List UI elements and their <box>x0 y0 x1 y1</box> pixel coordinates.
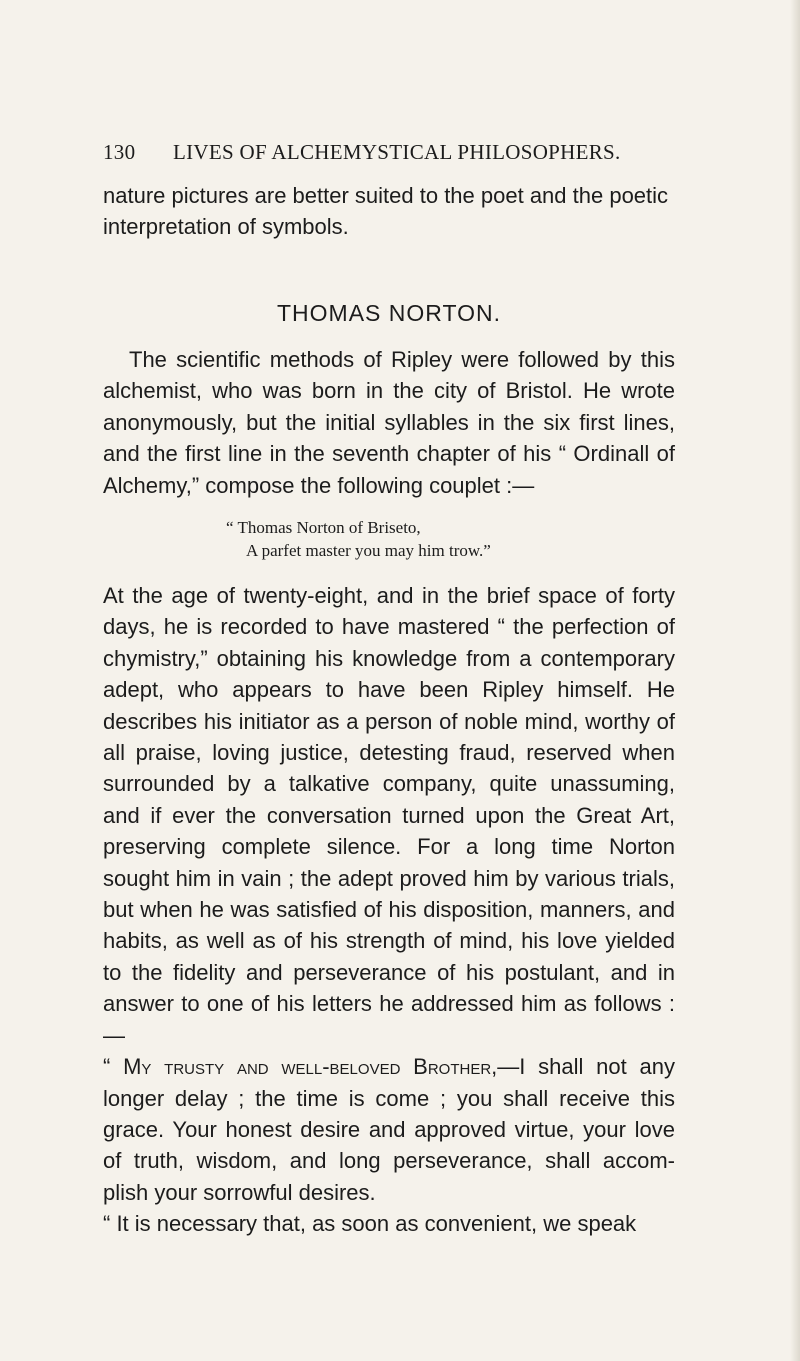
paragraph-3 <box>103 1051 675 1208</box>
opening-paragraph: nature pictures are better suited to the poet and the poetic interpretation of symbols. <box>103 183 669 240</box>
paragraph-2: At the age of twenty-eight, and in the brief space of forty days, he is recorded to have mastered “ the perfection of chymistry,” obtaining his knowledge from a contemporary adept, who appears to have been Ripley himself. He describes his initiator as a person of noble mind, worthy of all praise, loving justice, detesting fraud, reserved when surrounded by a talkative company, quite unassuming, and if ever the conversation turned upon the Great Art, preserving complete silence. For a long time Norton sought him in vain ; the adept proved him by various trials, but when he was satisfied of his disposition, manners, and habits, as well as of his strength of mind, his love yielded to the fidelity and perseverance of his postulant, and in answer to one of his letters he addressed him as follows :— <box>103 583 675 1048</box>
paragraph-4: “ It is necessary that, as soon as convenient, we speak <box>103 1211 637 1237</box>
opening-paragraph-block <box>103 180 675 243</box>
paragraph-1-block <box>103 344 675 501</box>
section-title: THOMAS NORTON. <box>277 300 501 326</box>
letter-body: —I shall not any longer delay ; the time is come ; you shall receive this grace. Your honest desire and approved virtue, your love of truth, wisdom, and long perseverance, shall accom-plish your sorrowful desires. <box>103 1054 675 1205</box>
page-edge-shadow <box>790 0 800 1361</box>
main-text-block <box>103 580 675 1240</box>
couplet-line-1: “ Thomas Norton of Briseto, <box>226 518 421 537</box>
couplet-quote <box>226 516 491 562</box>
running-header <box>103 140 663 165</box>
couplet-line-2: A parfet master you may him trow.” <box>246 541 491 560</box>
running-title: LIVES OF ALCHEMYSTICAL PHILOSOPHERS. <box>173 140 621 164</box>
letter-salutation: “ My trusty and well-beloved Brother, <box>103 1054 498 1080</box>
page-number: 130 <box>103 140 136 164</box>
paragraph-1: The scientific methods of Ripley were followed by this alchemist, who was born in the city of Bristol. He wrote anonymously, but the initial syllables in the six first lines, and the first line in the seventh chapter of his “ Ordinall of Alchemy,” compose the following couplet :— <box>103 347 675 498</box>
